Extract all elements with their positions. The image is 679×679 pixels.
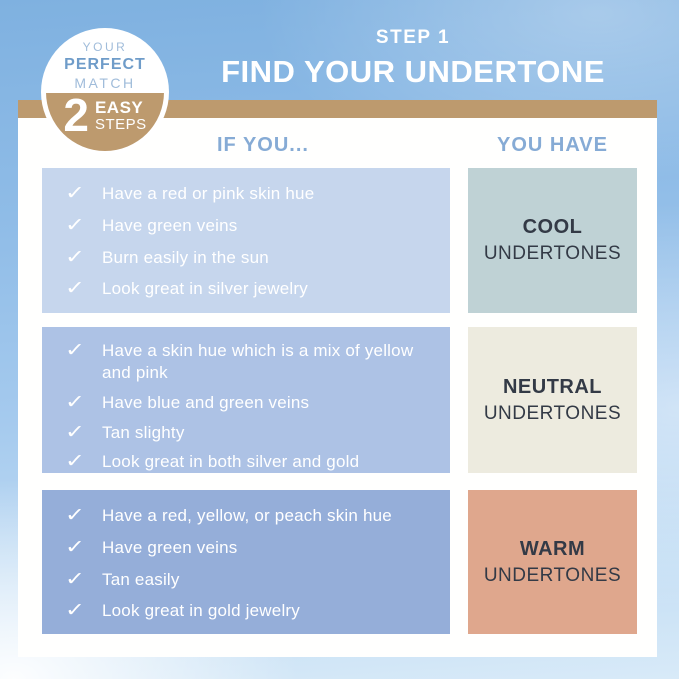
result-subtitle: UNDERTONES — [483, 243, 622, 265]
badge-step-count: 2 — [63, 89, 89, 142]
criteria-text: Have a red, yellow, or peach skin hue — [102, 506, 392, 525]
criteria-text: Tan easily — [102, 569, 180, 589]
badge-line-your: YOUR — [82, 40, 128, 54]
result-title: WARM — [519, 537, 586, 560]
criteria-text: Look great in gold jewelry — [102, 601, 300, 621]
result-subtitle: UNDERTONES — [483, 564, 622, 586]
perfect-match-badge — [41, 28, 169, 156]
list-item — [64, 569, 432, 592]
badge-inner-circle — [46, 33, 164, 151]
list-item — [64, 247, 432, 270]
list-item — [64, 278, 432, 301]
check-icon: ✓ — [65, 278, 85, 300]
list-item — [64, 392, 432, 415]
criteria-box-warm — [42, 490, 450, 634]
column-header-you-have: YOU HAVE — [497, 134, 608, 156]
check-icon: ✓ — [65, 600, 85, 622]
result-title: NEUTRAL — [502, 375, 603, 398]
badge-steps-label: STEPS — [94, 116, 147, 134]
check-icon: ✓ — [65, 391, 85, 413]
list-item — [64, 451, 432, 474]
criteria-text: Have a skin hue which is a mix of yellow and pink — [102, 341, 414, 383]
check-icon: ✓ — [65, 183, 85, 204]
badge-line-perfect: PERFECT — [64, 56, 146, 73]
criteria-text: Look great in silver jewelry — [102, 279, 308, 299]
criteria-text: Have green veins — [102, 215, 238, 235]
check-icon: ✓ — [65, 536, 85, 558]
page-header — [168, 27, 658, 90]
criteria-box-cool — [42, 168, 450, 313]
list-item — [64, 600, 432, 623]
result-subtitle: UNDERTONES — [483, 402, 622, 424]
badge-line-match: MATCH — [74, 75, 136, 91]
column-header-if-you: IF YOU... — [217, 134, 309, 156]
list-item — [64, 215, 432, 238]
criteria-text: Look great in both silver and gold — [102, 452, 360, 472]
check-icon: ✓ — [65, 246, 85, 268]
check-icon: ✓ — [65, 214, 85, 236]
result-box-neutral — [468, 327, 637, 473]
badge-easy-label: EASY — [94, 98, 144, 118]
list-item — [64, 537, 432, 560]
check-icon: ✓ — [65, 505, 85, 526]
step-label: STEP 1 — [375, 27, 451, 48]
list-item — [64, 505, 432, 528]
list-item — [64, 183, 432, 206]
check-icon: ✓ — [65, 340, 85, 361]
criteria-box-neutral — [42, 327, 450, 473]
result-title: COOL — [522, 216, 583, 239]
criteria-text: Tan slighty — [102, 422, 185, 442]
page-title: FIND YOUR UNDERTONE — [221, 54, 605, 89]
criteria-text: Burn easily in the sun — [102, 247, 269, 267]
check-icon: ✓ — [65, 568, 85, 590]
badge-steps-text — [46, 89, 164, 151]
criteria-text: Have green veins — [102, 537, 238, 557]
list-item — [64, 340, 432, 385]
list-item — [64, 422, 432, 445]
badge-top-text — [46, 40, 164, 93]
result-box-cool — [468, 168, 637, 313]
criteria-text: Have a red or pink skin hue — [102, 184, 315, 203]
check-icon: ✓ — [65, 421, 85, 443]
check-icon: ✓ — [65, 451, 85, 473]
badge-easy-steps — [95, 99, 147, 133]
criteria-text: Have blue and green veins — [102, 392, 310, 412]
result-box-warm — [468, 490, 637, 634]
